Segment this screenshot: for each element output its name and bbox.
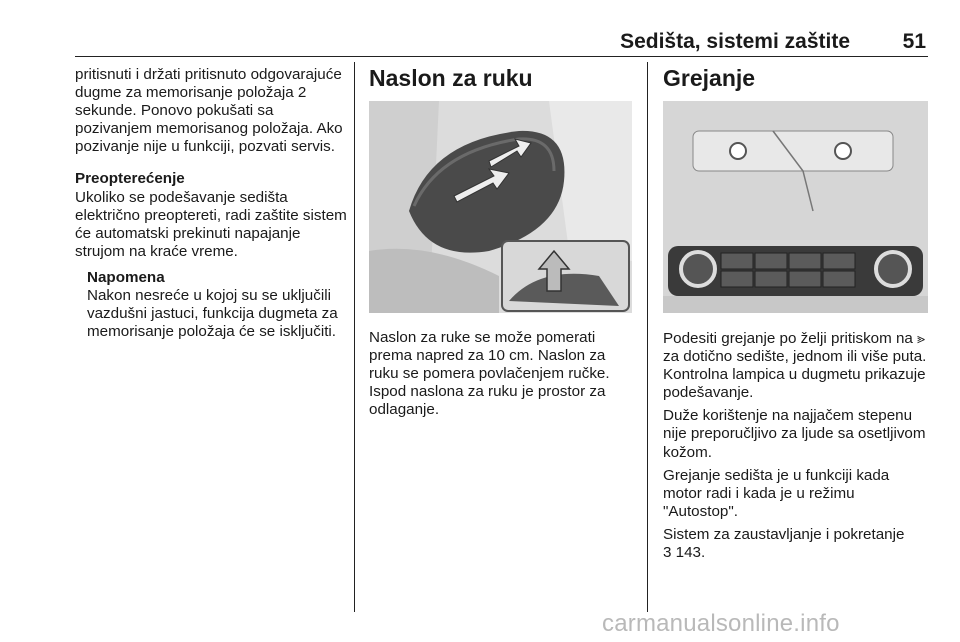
armrest-paragraph: Naslon za ruke se može pomerati prema napred za 10 cm. Naslon za ruku se pomera povlačenjem ručke. Ispod naslona za ruku je prostor za odlaganje. [369,329,610,419]
page-reference-link[interactable]: 3 143. [663,544,706,562]
column-3 [663,64,928,567]
page-number: 51 [902,30,926,53]
header-rule [75,56,928,57]
page-header-title: Sedišta, sistemi zaštite [620,30,850,53]
armrest-heading: Naslon za ruku [369,65,533,91]
note-block [87,269,349,341]
note-paragraph: Nakon nesreće u kojoj su se uključili vazdušni jastuci, funkcija dugmeta za memorisanje položaja će se isključiti. [87,287,338,341]
heating-heading: Grejanje [663,65,756,91]
overload-paragraph: Ukoliko se podešavanje sedišta električno preoptereti, radi zaštite sistem će automatski prekinuti napajanje strujom na kraće vreme. [75,188,347,260]
column-divider-2 [647,62,648,612]
column-2 [369,64,632,424]
overload-heading: Preopterećenje [75,170,185,188]
heating-operation-paragraph: Grejanje sedišta je u funkciji kada motor radi i kada je u režimu "Autostop". [663,466,890,520]
heating-instruction-text-end: za dotično sedište, jednom ili više puta. Kontrolna lampica u dugmetu prikazuje podešavanje. [663,348,927,402]
heating-instruction-paragraph [663,329,928,402]
armrest-illustration [369,101,632,313]
seat-heat-icon: ⪢ [917,330,926,346]
column-divider-1 [354,62,355,612]
heating-instruction-text-start: Podesiti grejanje po želji pritiskom na [663,330,913,347]
start-stop-text: Sistem za zaustavljanje i pokretanje [663,525,905,543]
column-1 [75,66,349,341]
watermark: carmanualsonline.info [602,610,840,637]
start-stop-reference [663,526,928,562]
note-title: Napomena [87,268,165,286]
heating-warning-paragraph: Duže korištenje na najjačem stepenu nije preporučljivo za ljude sa osetljivom kožom. [663,407,926,461]
memory-recall-paragraph: pritisnuti i držati pritisnuto odgovarajuće dugme za memorisanje položaja 2 sekunde. Ponovo pokušati sa pozivanjem memorisanog položaja. Ako pozivanje nije u funkciji, pozvati servis. [75,66,343,156]
climate-panel-image [663,101,928,313]
heating-controls-illustration [663,101,928,313]
armrest-image [369,101,632,313]
